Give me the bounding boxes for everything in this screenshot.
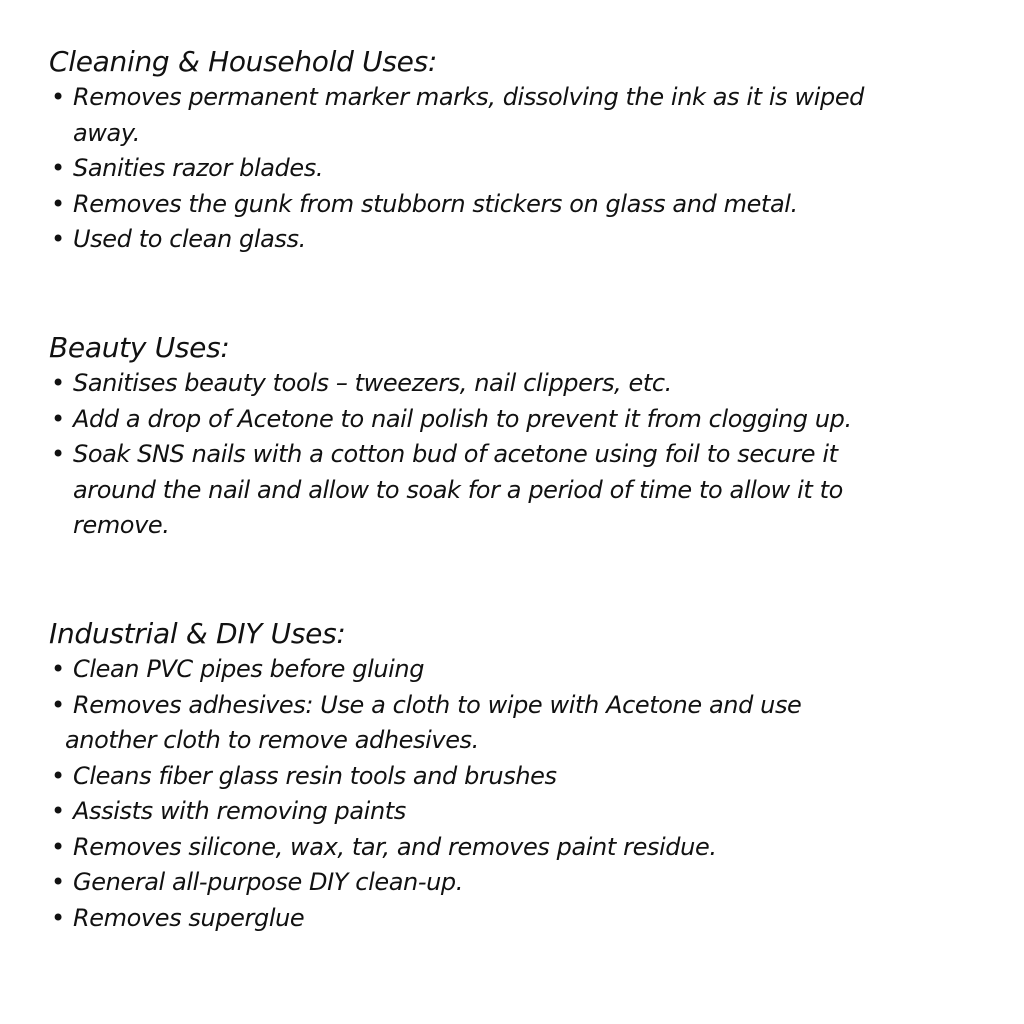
item-text-continued: remove. bbox=[73, 511, 170, 539]
item-text: Removes the gunk from stubborn stickers on glass and metal. bbox=[73, 189, 798, 218]
bullet-icon: • bbox=[51, 225, 65, 253]
list-item bbox=[49, 402, 989, 438]
bullet-icon: • bbox=[51, 690, 65, 719]
section-heading: Cleaning & Household Uses: bbox=[49, 45, 438, 78]
item-text: Assists with removing paints bbox=[73, 797, 406, 825]
bullet-icon: • bbox=[51, 868, 65, 896]
list-item bbox=[49, 759, 989, 795]
item-text: Clean PVC pipes before gluing bbox=[73, 655, 425, 683]
list-item bbox=[49, 222, 989, 258]
item-text: Cleans fiber glass resin tools and brushes bbox=[73, 761, 557, 790]
item-text: Sanities razor blades. bbox=[73, 154, 324, 182]
bullet-icon: • bbox=[51, 404, 65, 433]
item-text: Removes superglue bbox=[73, 903, 305, 932]
item-text: General all-purpose DIY clean-up. bbox=[73, 868, 463, 896]
bullet-icon: • bbox=[51, 797, 65, 825]
list-item bbox=[49, 830, 989, 866]
section-industrial-diy bbox=[49, 616, 989, 936]
item-text: Removes adhesives: Use a cloth to wipe with Acetone and use bbox=[73, 690, 802, 719]
item-text-continued: away. bbox=[73, 118, 141, 147]
item-text-continued: around the nail and allow to soak for a period of time to allow it to bbox=[73, 475, 843, 504]
bullet-list bbox=[49, 366, 989, 544]
item-text: Removes silicone, wax, tar, and removes paint residue. bbox=[73, 832, 717, 861]
bullet-list bbox=[49, 80, 989, 258]
item-text: Add a drop of Acetone to nail polish to prevent it from clogging up. bbox=[73, 404, 852, 433]
list-item bbox=[49, 80, 989, 151]
item-text-continued: another cloth to remove adhesives. bbox=[65, 726, 479, 754]
list-item bbox=[49, 437, 989, 544]
item-text: Soak SNS nails with a cotton bud of acetone using foil to secure it bbox=[73, 440, 838, 468]
bullet-icon: • bbox=[51, 761, 65, 790]
section-heading: Beauty Uses: bbox=[49, 331, 230, 364]
bullet-icon: • bbox=[51, 440, 65, 468]
list-item bbox=[49, 901, 989, 937]
bullet-list bbox=[49, 652, 989, 936]
section-heading: Industrial & DIY Uses: bbox=[49, 617, 346, 650]
list-item bbox=[49, 688, 989, 759]
item-text: Removes permanent marker marks, dissolving the ink as it is wiped bbox=[73, 83, 865, 111]
list-item bbox=[49, 366, 989, 402]
list-item bbox=[49, 151, 989, 187]
item-text: Sanitises beauty tools – tweezers, nail clippers, etc. bbox=[73, 369, 672, 397]
section-beauty bbox=[49, 330, 989, 544]
list-item bbox=[49, 865, 989, 901]
bullet-icon: • bbox=[51, 369, 65, 397]
bullet-icon: • bbox=[51, 832, 65, 861]
list-item bbox=[49, 652, 989, 688]
item-text: Used to clean glass. bbox=[73, 225, 306, 253]
bullet-icon: • bbox=[51, 189, 65, 218]
bullet-icon: • bbox=[51, 903, 65, 932]
bullet-icon: • bbox=[51, 655, 65, 683]
list-item bbox=[49, 794, 989, 830]
bullet-icon: • bbox=[51, 83, 65, 111]
list-item bbox=[49, 187, 989, 223]
section-cleaning-household bbox=[49, 44, 989, 258]
bullet-icon: • bbox=[51, 154, 65, 182]
